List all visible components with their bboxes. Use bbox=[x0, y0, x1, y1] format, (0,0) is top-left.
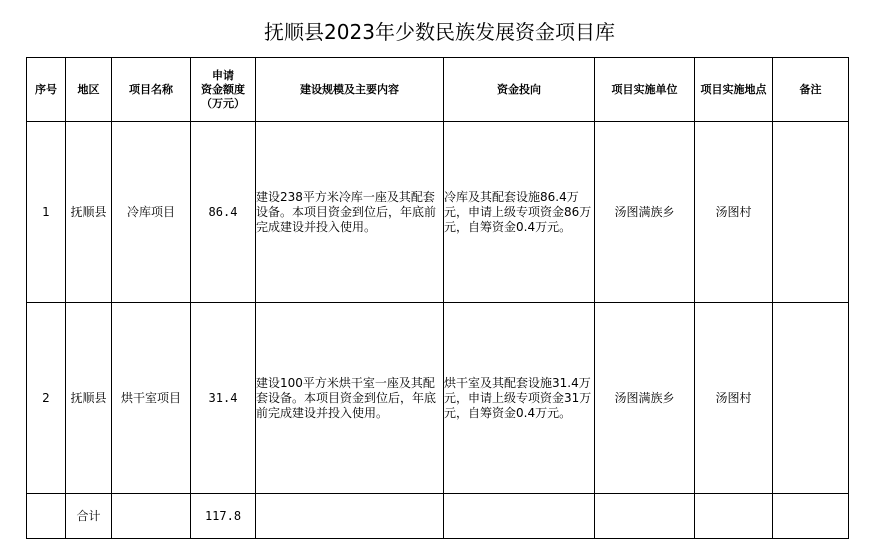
page-title: 抚顺县2023年少数民族发展资金项目库 bbox=[264, 20, 615, 44]
project-table bbox=[26, 57, 849, 539]
cell-name: 烘干室项目 bbox=[112, 303, 191, 494]
header-row bbox=[27, 58, 849, 122]
header-unit: 项目实施单位 bbox=[595, 58, 695, 122]
cell-total-name bbox=[112, 494, 191, 539]
cell-total-investment bbox=[444, 494, 595, 539]
cell-place: 汤图村 bbox=[695, 122, 773, 303]
cell-region: 抚顺县 bbox=[66, 303, 112, 494]
cell-content: 建设238平方米冷库一座及其配套设备。本项目资金到位后，年底前完成建设并投入使用。 bbox=[256, 122, 444, 303]
cell-investment: 烘干室及其配套设施31.4万元，申请上级专项资金31万元，自筹资金0.4万元。 bbox=[444, 303, 595, 494]
cell-investment: 冷库及其配套设施86.4万元，申请上级专项资金86万元，自筹资金0.4万元。 bbox=[444, 122, 595, 303]
cell-amount: 31.4 bbox=[191, 303, 256, 494]
cell-amount: 86.4 bbox=[191, 122, 256, 303]
header-content: 建设规模及主要内容 bbox=[256, 58, 444, 122]
cell-seq: 2 bbox=[27, 303, 66, 494]
cell-content: 建设100平方米烘干室一座及其配套设备。本项目资金到位后，年底前完成建设并投入使用。 bbox=[256, 303, 444, 494]
cell-total-place bbox=[695, 494, 773, 539]
cell-name: 冷库项目 bbox=[112, 122, 191, 303]
header-name: 项目名称 bbox=[112, 58, 191, 122]
cell-region: 抚顺县 bbox=[66, 122, 112, 303]
total-row bbox=[27, 494, 849, 539]
cell-total-amount: 117.8 bbox=[191, 494, 256, 539]
cell-total-label: 合计 bbox=[66, 494, 112, 539]
header-region: 地区 bbox=[66, 58, 112, 122]
header-seq: 序号 bbox=[27, 58, 66, 122]
header-place: 项目实施地点 bbox=[695, 58, 773, 122]
cell-remark bbox=[773, 303, 849, 494]
cell-total-remark bbox=[773, 494, 849, 539]
table-row bbox=[27, 303, 849, 494]
header-remark: 备注 bbox=[773, 58, 849, 122]
header-amount-line2: 资金额度 bbox=[201, 82, 245, 96]
table-row bbox=[27, 122, 849, 303]
header-amount-line1: 申请 bbox=[212, 68, 234, 82]
cell-total-seq bbox=[27, 494, 66, 539]
cell-unit: 汤图满族乡 bbox=[595, 303, 695, 494]
cell-place: 汤图村 bbox=[695, 303, 773, 494]
header-investment: 资金投向 bbox=[444, 58, 595, 122]
cell-seq: 1 bbox=[27, 122, 66, 303]
cell-total-unit bbox=[595, 494, 695, 539]
cell-total-content bbox=[256, 494, 444, 539]
cell-remark bbox=[773, 122, 849, 303]
header-amount bbox=[191, 58, 256, 122]
cell-unit: 汤图满族乡 bbox=[595, 122, 695, 303]
header-amount-line3: （万元） bbox=[201, 96, 245, 110]
